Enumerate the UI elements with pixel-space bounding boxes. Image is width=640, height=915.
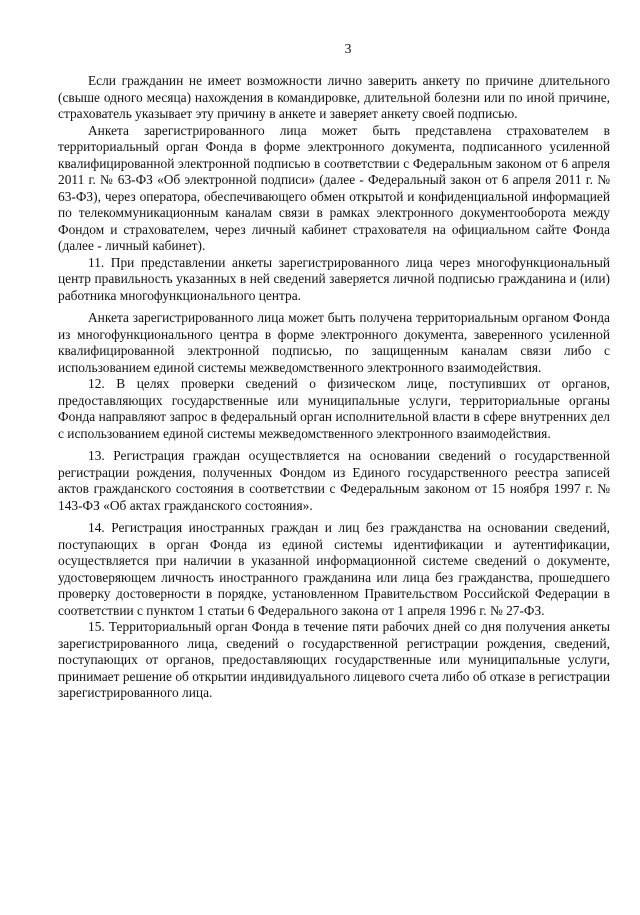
paragraph-13: 13. Регистрация граждан осуществляется на основании сведений о государственной регистрации рождения, полученных Фондом из Единого государственного реестра записей актов гражданского состояния в соответствии с Федеральным законом от 15 ноября 1997 г. № 143-ФЗ «Об актах гражданского состояния». <box>58 448 610 513</box>
paragraph-14: 14. Регистрация иностранных граждан и лиц без гражданства на основании сведений, поступающих в орган Фонда из единой системы идентификации и аутентификации, осуществляется при наличии в указанной информационной системе сведений о документе, удостоверяющем личность иностранного гражданина или лица без гражданства, прошедшего проверку достоверности в порядке, установленном Правительством Российской Федерации в соответствии с пунктом 1 статьи 6 Федерального закона от 1 апреля 1996 г. № 27-ФЗ. <box>58 520 610 618</box>
paragraph-11-continued: Анкета зарегистрированного лица может быть получена территориальным органом Фонда из многофункционального центра в форме электронного документа, заверенного усиленной квалифицированной электронной подписью, по защищенным каналам связи либо с использованием единой системы межведомственного электронного взаимодействия. <box>58 310 610 375</box>
paragraph-1: Если гражданин не имеет возможности лично заверить анкету по причине длительного (свыше одного месяца) нахождения в командировке, длительной болезни или по иной причине, страхователь указывает эту причину в анкете и заверяет анкету своей подписью. <box>58 73 610 121</box>
page-number: 3 <box>344 42 352 57</box>
paragraph-11: 11. При представлении анкеты зарегистрированного лица через многофункциональный центр правильность указанных в ней сведений заверяется личной подписью гражданина и (или) работника многофункционального центра. <box>58 254 610 303</box>
paragraph-15: 15. Территориальный орган Фонда в течение пяти рабочих дней со дня получения анкеты зарегистрированного лица, сведений о государственной регистрации рождения, сведений, поступающих от органов, предоставляющих государственные или муниципальные услуги, принимает решение об открытии индивидуального лицевого счета либо об отказе в регистрации зарегистрированного лица. <box>58 619 610 700</box>
paragraph-2: Анкета зарегистрированного лица может быть представлена страхователем в территориальный орган Фонда в форме электронного документа, подписанного усиленной квалифицированной электронной подписью в соответствии с Федеральным законом от 6 апреля 2011 г. № 63-ФЗ «Об электронной подписи» (далее - Федеральный закон от 6 апреля 2011 г. № 63-ФЗ), через оператора, обеспечивающего обмен открытой и конфиденциальной информацией по телекоммуникационным каналам связи в рамках электронного документооборота между Фондом и страхователем, через личный кабинет страхователя на официальном сайте Фонда (далее - личный кабинет). <box>58 122 610 253</box>
paragraph-12: 12. В целях проверки сведений о физическом лице, поступивших от органов, предоставляющих государственные или муниципальные услуги, территориальные органы Фонда направляют запрос в федеральный орган исполнительной власти в сфере внутренних дел с использованием единой системы межведомственного электронного взаимодействия. <box>58 376 610 441</box>
